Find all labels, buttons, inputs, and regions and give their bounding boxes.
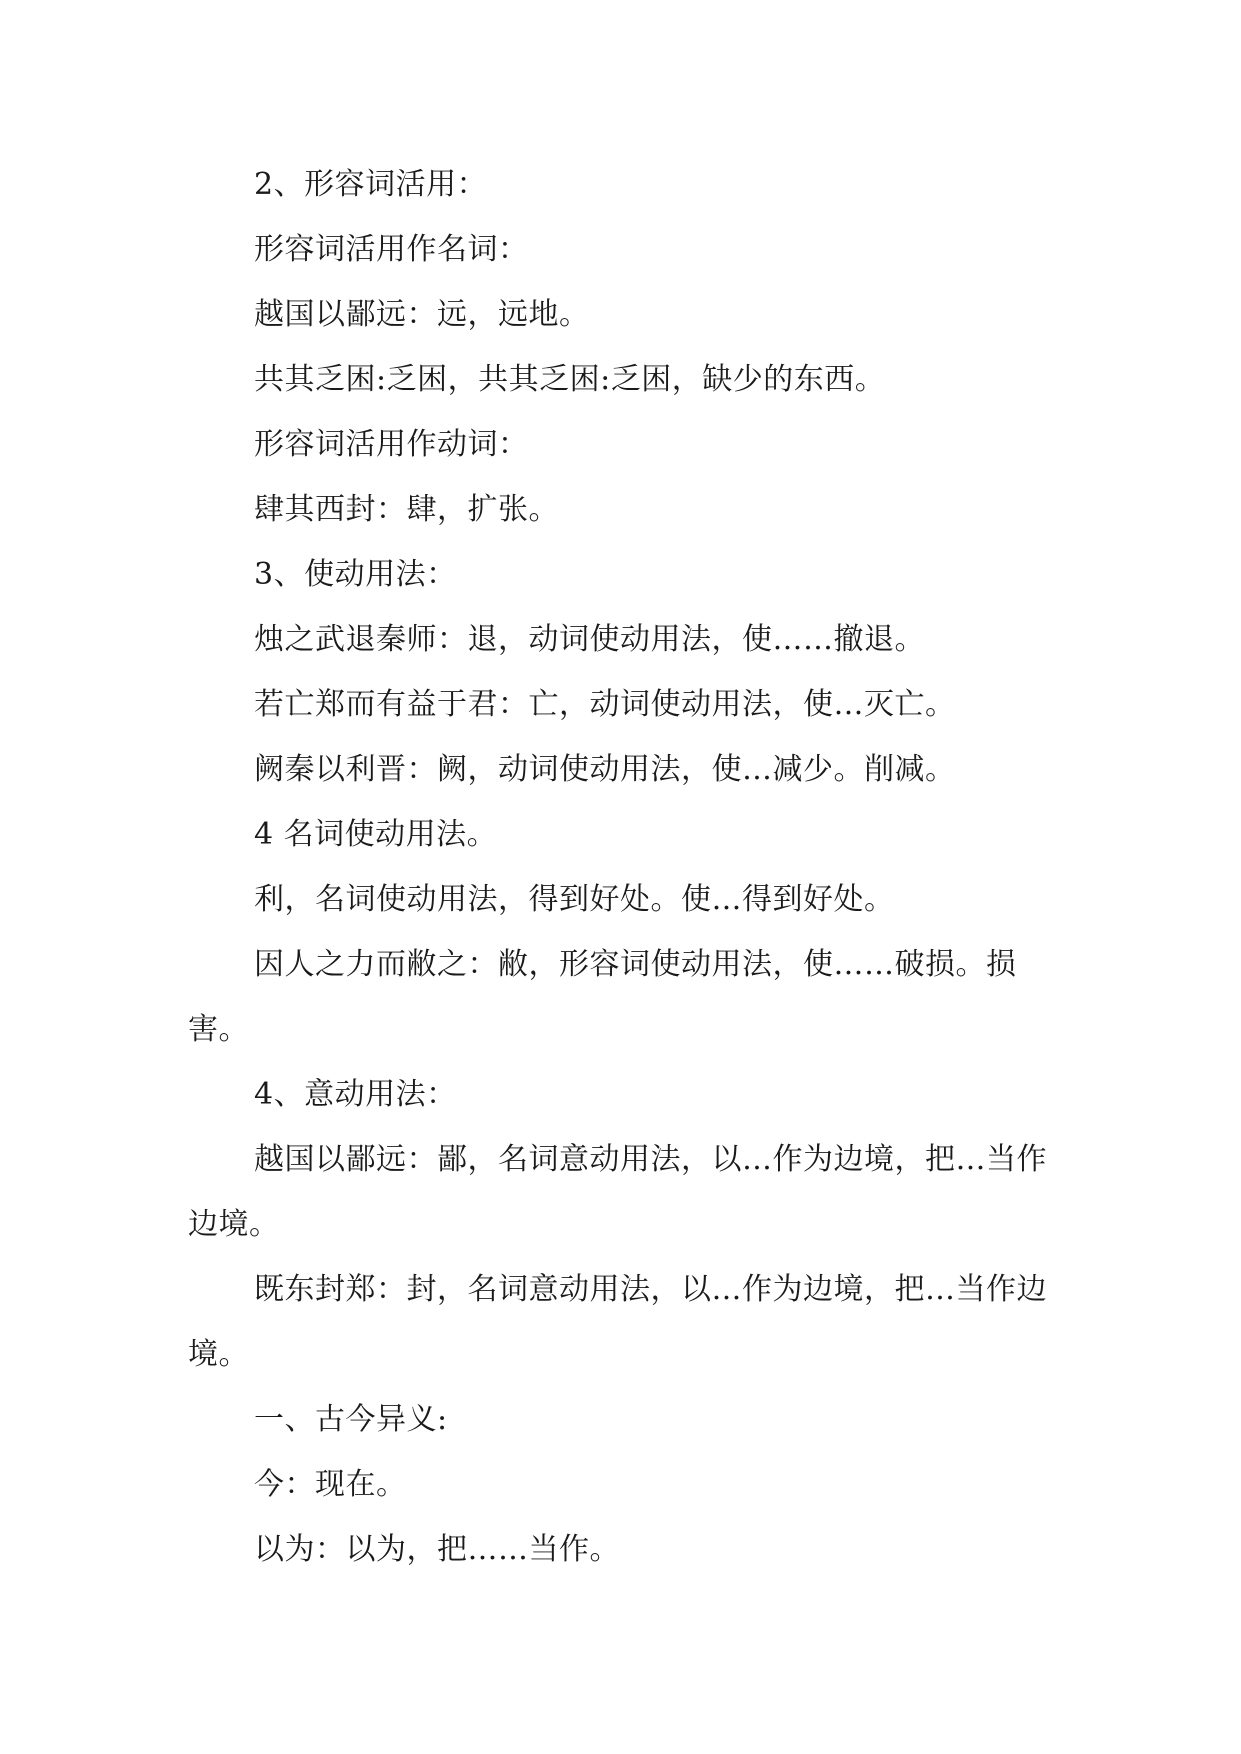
example-line: 今：现在。 [254,1467,407,1502]
example-line: 越国以鄙远：鄙，名词意动用法，以…作为边境，把…当作边境。 [188,1142,1047,1242]
example-line: 若亡郑而有益于君：亡，动词使动用法，使…灭亡。 [254,687,956,722]
document-page [188,152,1048,1582]
example-line: 肆其西封：肆，扩张。 [254,492,559,527]
section-heading-causative-usage: 3、使动用法： [254,557,457,592]
example-line: 阙秦以利晋：阙，动词使动用法，使…减少。削减。 [254,752,956,787]
example-line: 越国以鄙远：远，远地。 [254,297,590,332]
subheading-adjective-as-noun: 形容词活用作名词： [254,232,529,267]
section-heading-putative-usage: 4、意动用法： [254,1077,457,1112]
section-heading-adjective-usage: 2、形容词活用： [254,167,488,202]
example-line: 以为：以为，把……当作。 [254,1532,620,1567]
example-line: 因人之力而敝之：敝，形容词使动用法，使……破损。损害。 [188,947,1017,1047]
section-heading-ancient-modern-meaning: 一、古今异义: [254,1402,448,1437]
example-line: 既东封郑：封，名词意动用法，以…作为边境，把…当作边境。 [188,1272,1047,1372]
section-heading-noun-causative: 4 名词使动用法。 [254,817,498,852]
example-line: 烛之武退秦师：退，动词使动用法，使……撤退。 [254,622,925,657]
subheading-adjective-as-verb: 形容词活用作动词： [254,427,529,462]
example-line: 共其乏困:乏困，共其乏困:乏困，缺少的东西。 [254,362,886,397]
example-line: 利，名词使动用法，得到好处。使…得到好处。 [254,882,895,917]
